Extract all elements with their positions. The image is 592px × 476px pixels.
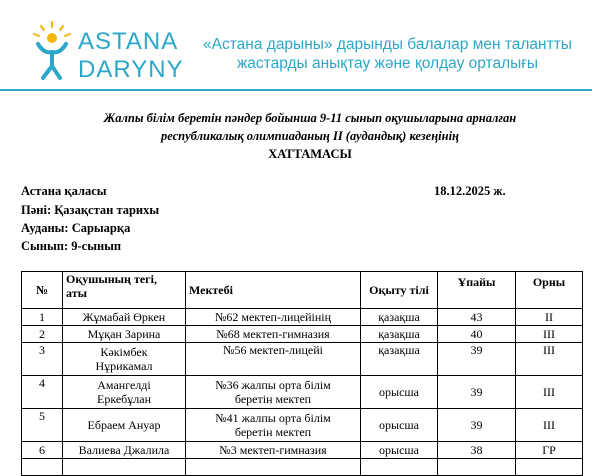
school-line-2: беретін мектеп <box>234 425 312 439</box>
row-num: 3 <box>22 343 63 376</box>
row-score: 39 <box>438 343 516 376</box>
row-language <box>361 459 438 476</box>
city-label: Астана қаласы <box>21 184 107 198</box>
logo-text-astana: ASTANA <box>78 28 179 55</box>
row-student <box>63 459 186 476</box>
row-num: 2 <box>22 326 63 343</box>
col-school-header: Мектебі <box>186 272 361 309</box>
header-divider <box>0 89 592 91</box>
row-student <box>63 376 186 409</box>
student-name-line-2: Нұрикамал <box>95 359 153 373</box>
table-row <box>22 376 583 409</box>
row-num: 5 <box>22 409 63 442</box>
student-name-line-1: Кәкімбек <box>100 345 148 359</box>
row-school: №56 мектеп-лицейі <box>186 343 361 376</box>
row-student <box>63 343 186 376</box>
row-score: 38 <box>438 442 516 459</box>
table-header-row <box>22 272 583 309</box>
row-num: 1 <box>22 309 63 326</box>
title-line-2: республикалық олимпиаданың ІІ (аудандық) кезеңінің <box>161 129 459 143</box>
organization-name <box>195 35 580 73</box>
table-row <box>22 409 583 442</box>
row-num: 4 <box>22 376 63 409</box>
grade-label: Сынып: 9-сынып <box>21 239 122 253</box>
logo-figure-icon <box>30 20 76 82</box>
row-school: №68 мектеп-гимназия <box>186 326 361 343</box>
col-score-header: Ұпайы <box>438 272 516 309</box>
row-language: орысша <box>361 376 438 409</box>
row-language: қазақша <box>361 343 438 376</box>
row-num: 6 <box>22 442 63 459</box>
col-num-header: № <box>22 272 63 309</box>
row-score: 40 <box>438 326 516 343</box>
row-place: ІІ <box>516 309 583 326</box>
student-header-line-2: аты <box>66 286 87 300</box>
logo-text-daryny: DARYNY <box>78 56 184 83</box>
row-school: №3 мектеп-гимназия <box>186 442 361 459</box>
row-place: ІІІ <box>516 409 583 442</box>
col-language-header: Оқыту тілі <box>361 272 438 309</box>
row-student: Валиева Джалила <box>63 442 186 459</box>
district-label: Ауданы: Сарыарқа <box>21 221 131 235</box>
school-line-1: №41 жалпы орта білім <box>215 411 331 425</box>
school-line-1: №36 жалпы орта білім <box>215 378 331 392</box>
row-place: ІІІ <box>516 326 583 343</box>
row-place <box>516 459 583 476</box>
row-language: қазақша <box>361 326 438 343</box>
row-place: ГР <box>516 442 583 459</box>
table-row <box>22 459 583 476</box>
row-student: Ебраем Ануар <box>63 409 186 442</box>
row-language: орысша <box>361 409 438 442</box>
row-score: 39 <box>438 376 516 409</box>
title-line-1: Жалпы білім беретін пәндер бойынша 9-11 сынып оқушыларына арналған <box>103 111 517 125</box>
row-place: ІІІ <box>516 376 583 409</box>
table-row <box>22 343 583 376</box>
table-row <box>22 442 583 459</box>
row-student: Жұмабай Өркен <box>63 309 186 326</box>
school-line-2: беретін мектеп <box>234 392 312 406</box>
document-date: 18.12.2025 ж. <box>434 184 506 198</box>
row-place: ІІІ <box>516 343 583 376</box>
student-header-line-1: Оқушының тегі, <box>66 272 157 286</box>
title-line-3: ХАТТАМАСЫ <box>268 147 352 161</box>
row-school: №62 мектеп-лицейінің <box>186 309 361 326</box>
table-row <box>22 326 583 343</box>
row-student: Мұқан Зарина <box>63 326 186 343</box>
row-language: қазақша <box>361 309 438 326</box>
document-title <box>40 109 580 163</box>
astana-daryny-logo <box>30 20 190 82</box>
row-score: 43 <box>438 309 516 326</box>
org-line-2: жастарды анықтау және қолдау орталығы <box>236 55 539 72</box>
row-school <box>186 409 361 442</box>
col-student-header <box>63 272 186 309</box>
page-header <box>0 0 592 90</box>
table-row <box>22 309 583 326</box>
org-line-1: «Астана дарыны» дарынды балалар мен талантты <box>203 36 572 53</box>
row-num <box>22 459 63 476</box>
row-score <box>438 459 516 476</box>
results-table <box>21 271 583 476</box>
row-language: орысша <box>361 442 438 459</box>
row-school <box>186 459 361 476</box>
subject-label: Пәні: Қазақстан тарихы <box>21 203 160 217</box>
student-name-line-1: Амангелді <box>97 378 151 392</box>
student-name-line-2: Еркебұлан <box>96 392 152 406</box>
row-score: 39 <box>438 409 516 442</box>
row-school <box>186 376 361 409</box>
col-place-header: Орны <box>516 272 583 309</box>
